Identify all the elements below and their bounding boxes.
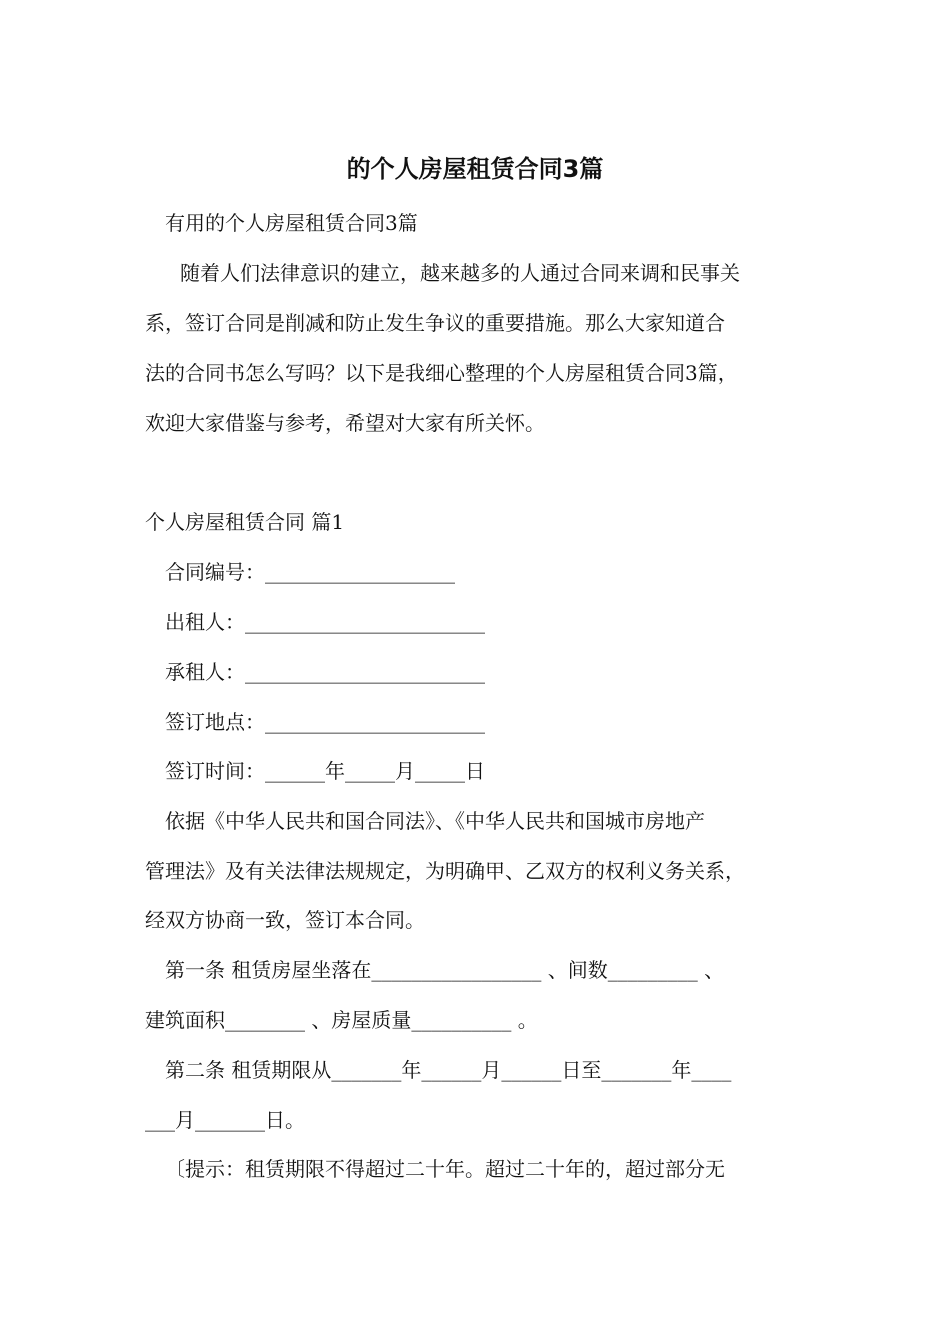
document-subtitle: 有用的个人房屋租赁合同3篇 [165, 211, 418, 235]
intro-line-1: 随着人们法律意识的建立，越来越多的人通过合同来调和民事关 [180, 261, 740, 285]
article1-line-2: 建筑面积________ 、房屋质量__________ 。 [145, 1008, 538, 1032]
intro-line-4: 欢迎大家借鉴与参考，希望对大家有所关怀。 [145, 411, 545, 435]
lessor-field: 出租人：________________________ [165, 610, 485, 634]
article2-line-2: ___月_______日。 [145, 1108, 305, 1132]
document-title: 的个人房屋租赁合同3篇 [346, 155, 604, 183]
note-line: 〔提示：租赁期限不得超过二十年。超过二十年的，超过部分无 [165, 1157, 725, 1181]
sign-place-field: 签订地点：______________________ [165, 710, 485, 734]
article2-line-1: 第二条 租赁期限从_______年______月______日至_______年____ [165, 1058, 732, 1082]
basis-line-3: 经双方协商一致，签订本合同。 [145, 908, 425, 932]
intro-line-2: 系，签订合同是削减和防止发生争议的重要措施。那么大家知道合 [145, 311, 725, 335]
sign-time-field: 签订时间：______年_____月_____日 [165, 759, 485, 783]
contract-number-field: 合同编号：___________________ [165, 560, 455, 584]
basis-line-1: 依据《中华人民共和国合同法》、《中华人民共和国城市房地产 [165, 809, 705, 833]
intro-line-3: 法的合同书怎么写吗？以下是我细心整理的个人房屋租赁合同3篇， [145, 361, 738, 385]
section-heading: 个人房屋租赁合同 篇1 [145, 510, 345, 534]
article1-line-1: 第一条 租赁房屋坐落在_________________ 、间数_________ 、 [165, 958, 725, 982]
basis-line-2: 管理法》及有关法律法规规定，为明确甲、乙双方的权利义务关系， [145, 859, 745, 883]
lessee-field: 承租人：________________________ [165, 660, 485, 684]
